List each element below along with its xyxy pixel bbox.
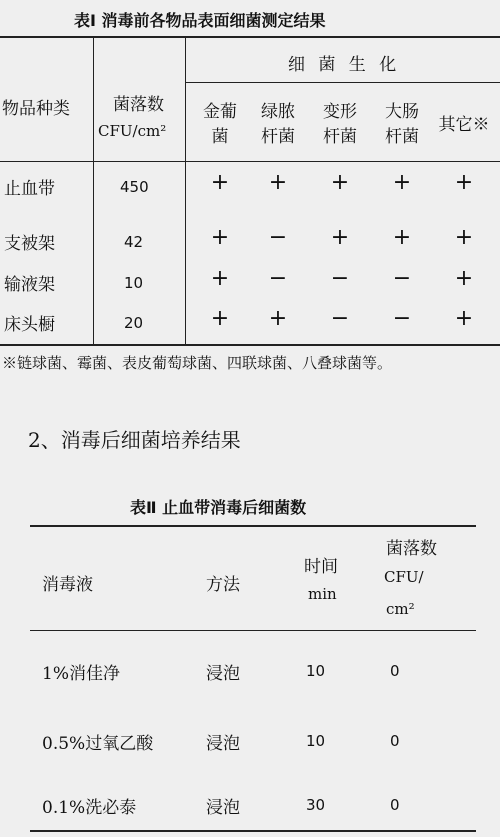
- table1-result: +: [268, 306, 288, 331]
- table2-col-count-l1: 菌落数: [386, 539, 437, 559]
- table2-title: 表Ⅱ 止血带消毒后细菌数: [130, 498, 307, 517]
- table2-bottom-rule: [30, 830, 476, 832]
- table2-count: 0: [390, 662, 400, 680]
- table2-count: 0: [390, 732, 400, 750]
- table1-item: 止血带: [4, 179, 55, 199]
- table1-bio-rule: [186, 82, 500, 83]
- table1-result: +: [330, 225, 350, 250]
- table1-result: +: [268, 170, 288, 195]
- table1-count: 20: [124, 314, 144, 332]
- table1-result: −: [392, 306, 412, 331]
- table1-header-rule: [0, 161, 500, 162]
- table2-header-rule: [30, 630, 476, 631]
- table2-disinfectant: 1%消佳净: [42, 664, 120, 684]
- table1-subheader-4: 大肠 杆菌: [385, 102, 419, 147]
- table2-disinfectant: 0.1%洗必泰: [42, 798, 137, 818]
- table2-disinfectant: 0.5%过氧乙酸: [42, 734, 154, 754]
- table1-vdivider-2: [185, 38, 186, 344]
- section2-heading: 2、消毒后细菌培养结果: [28, 428, 241, 452]
- table2-time: 30: [306, 796, 326, 814]
- table1-result: +: [454, 170, 474, 195]
- table1-result: −: [330, 266, 350, 291]
- table2-method: 浸泡: [206, 798, 240, 818]
- table1-item: 支被架: [4, 234, 55, 254]
- table1-count: 10: [124, 274, 144, 292]
- table1-result: +: [392, 170, 412, 195]
- table1-bottom-rule: [0, 344, 500, 346]
- table1-subheader-2: 绿脓 杆菌: [261, 102, 295, 147]
- table2-method: 浸泡: [206, 664, 240, 684]
- table1-count: 42: [124, 233, 144, 251]
- table1-vdivider-1: [93, 38, 94, 344]
- table2-method: 浸泡: [206, 734, 240, 754]
- table1-count: 450: [120, 178, 149, 196]
- table2-time: 10: [306, 662, 326, 680]
- table1-item: 输液架: [4, 275, 55, 295]
- table1-col-item: 物品种类: [2, 99, 70, 119]
- table1-col-count-l1: 菌落数: [113, 95, 164, 115]
- table1-result: +: [210, 225, 230, 250]
- table1-item: 床头橱: [4, 315, 55, 335]
- table2-col-time-l1: 时间: [304, 557, 338, 577]
- table1-result: −: [392, 266, 412, 291]
- table1-subheader-5: 其它※: [438, 115, 490, 135]
- table2-count: 0: [390, 796, 400, 814]
- table1-result: +: [454, 225, 474, 250]
- table1-col-count-l2: CFU/cm²: [98, 122, 167, 140]
- table2-col-count-l2: CFU/: [384, 568, 424, 586]
- table2-col-time-l2: min: [308, 585, 337, 603]
- table2-top-rule: [30, 525, 476, 527]
- table1-result: −: [268, 266, 288, 291]
- table1-result: +: [454, 266, 474, 291]
- table1-result: +: [210, 170, 230, 195]
- table1-top-rule: [0, 36, 500, 38]
- table1-subheader-3: 变形 杆菌: [323, 102, 357, 147]
- table1-subheader-1: 金葡 菌: [203, 102, 237, 147]
- table2-col-count-l3: cm²: [386, 600, 415, 618]
- table1-result: +: [330, 170, 350, 195]
- table1-title: 表Ⅰ 消毒前各物品表面细菌测定结果: [74, 11, 326, 30]
- table1-result: +: [392, 225, 412, 250]
- table1-result: +: [454, 306, 474, 331]
- table1-result: −: [330, 306, 350, 331]
- table1-bio-header: 细 菌 生 化: [288, 55, 401, 75]
- table2-col-disinfectant: 消毒液: [42, 575, 93, 595]
- table2-col-method: 方法: [206, 575, 240, 595]
- table1-footnote: ※链球菌、霉菌、表皮葡萄球菌、四联球菌、八叠球菌等。: [2, 354, 393, 372]
- table1-result: −: [268, 225, 288, 250]
- table1-result: +: [210, 306, 230, 331]
- table1-result: +: [210, 266, 230, 291]
- table2-time: 10: [306, 732, 326, 750]
